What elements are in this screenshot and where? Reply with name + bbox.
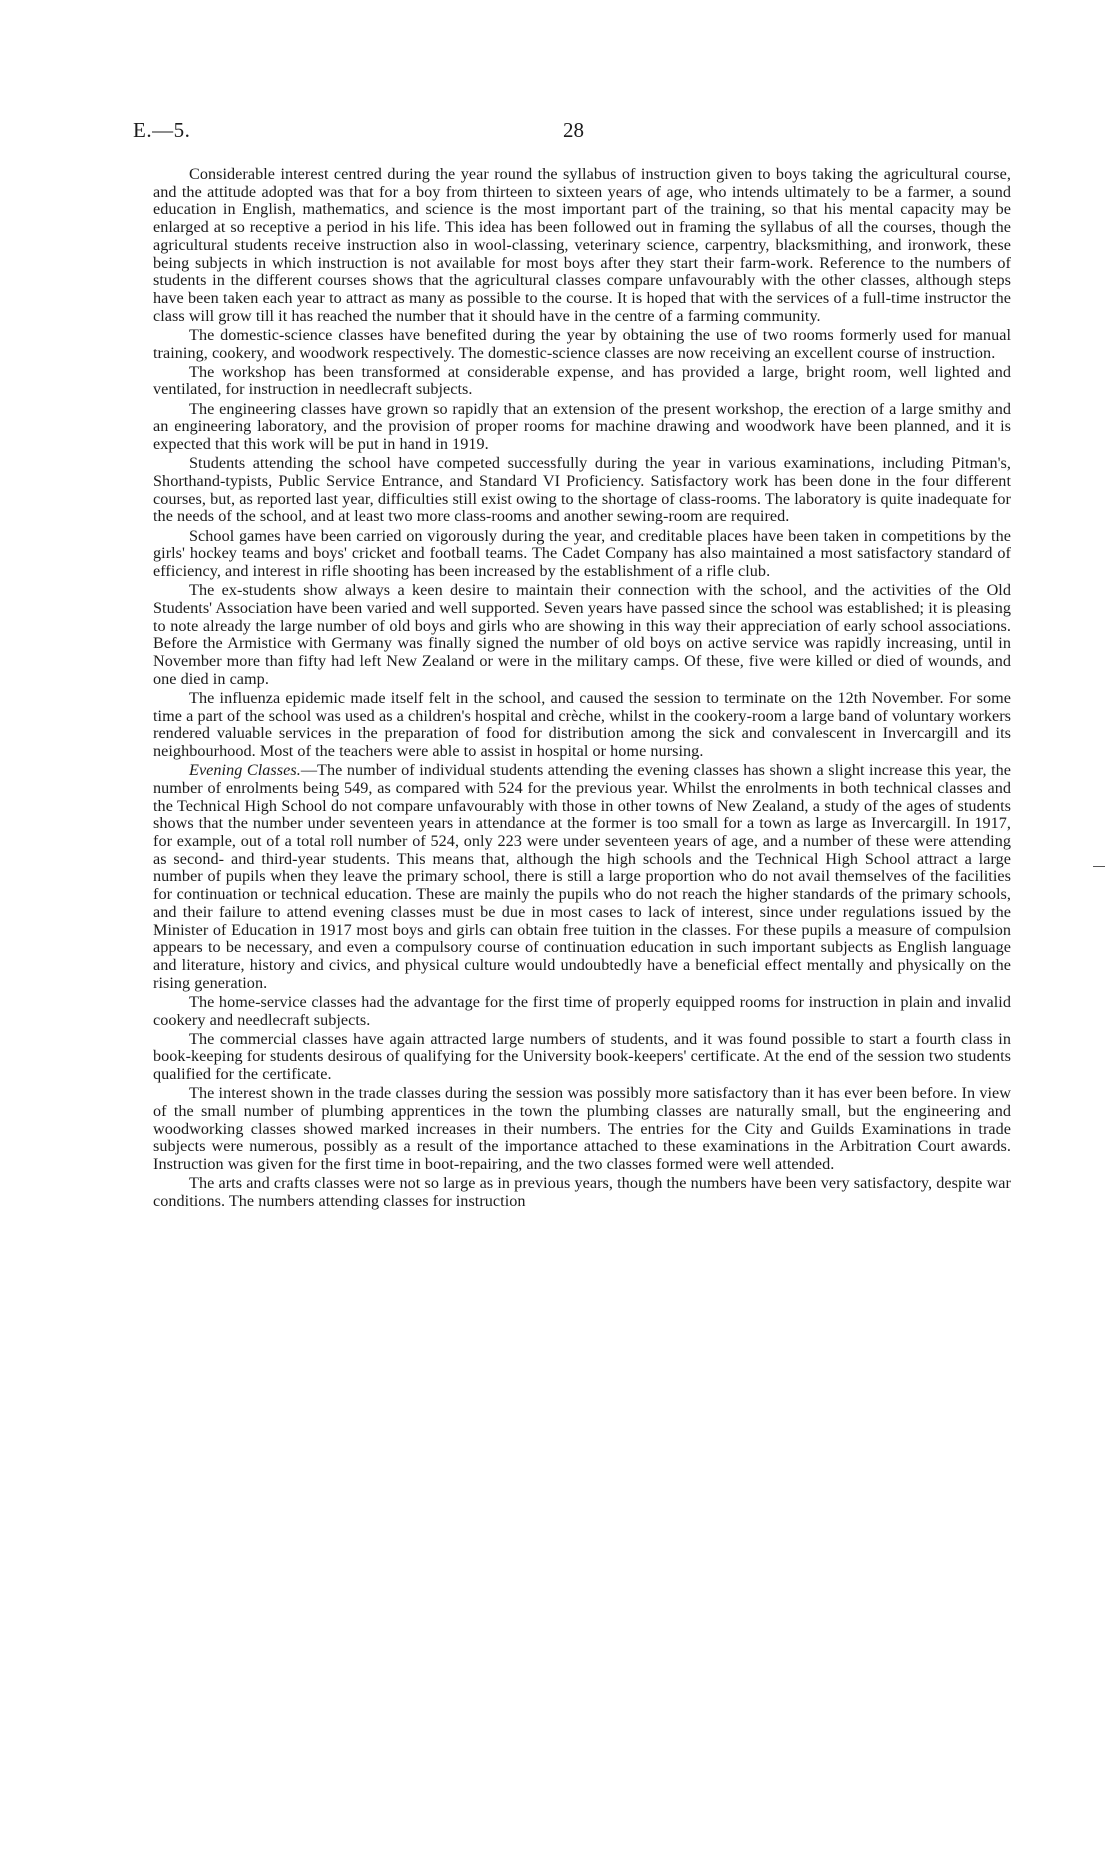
paragraph-evening-classes — [153, 762, 1011, 992]
evening-classes-heading: Evening Classes. — [189, 761, 301, 780]
margin-mark — [1093, 866, 1105, 867]
page-header — [133, 118, 1013, 152]
document-reference: E.—5. — [133, 118, 191, 142]
evening-classes-text: —The number of individual students attending the evening classes has shown a slight increase this year, the number of enrolments being 549, as compared with 524 for the previous year. Whilst the enrolments in both technical classes and the Technical High School do not compare unfavourably with those in other towns of New Zealand, a study of the ages of students shows that the number under seventeen years in attendance at the former is too small for a town as large as Invercargill. In 1917, for example, out of a total roll number of 524, only 223 were under seventeen years of age, and a number of these were attending as second- and third-year students. This means that, although the high schools and the Technical High School attract a large number of pupils when they leave the primary school, there is still a large proportion who do not avail themselves of the facilities for continuation or technical education. These are mainly the pupils who do not reach the higher standards of the primary schools, and their failure to attend evening classes must be due in most cases to lack of interest, since under regulations issued by the Minister of Education in 1917 most boys and girls can obtain free tuition in the classes. For these pupils a measure of compulsion appears to be necessary, and even a compulsory course of continuation education in such important subjects as English language and literature, history and civics, and physical culture would undoubtedly have a beneficial effect mentally and physically on the rising generation. — [153, 761, 1011, 992]
paragraph-trade-classes: The interest shown in the trade classes during the session was possibly more satisfactory than it has ever been before. In view of the small number of plumbing apprentices in the town the plumbing classes are naturally small, but the engineering and woodworking classes showed marked increases in their numbers. The entries for the City and Guilds Examinations in trade subjects were numerous, possibly as a result of the importance attached to these examinations in the Arbitration Court awards. Instruction was given for the first time in boot-repairing, and the two classes formed were well attended. — [153, 1084, 1011, 1174]
body-text — [153, 166, 1011, 1212]
paragraph-engineering-classes: The engineering classes have grown so rapidly that an extension of the present workshop, the erection of a large smithy and an engineering laboratory, and the provision of proper rooms for machine drawing and woodwork have been planned, and it is expected that this work will be put in hand in 1919. — [153, 399, 1011, 454]
paragraph-influenza-epidemic: The influenza epidemic made itself felt in the school, and caused the session to terminate on the 12th November. For some time a part of the school was used as a children's hospital and crèche, whilst in the cookery-room a large band of voluntary workers rendered valuable services in the preparation of food for distribution among the sick and convalescent in Invercargill and its neighbourhood. Most of the teachers were able to assist in hospital or home nursing. — [153, 688, 1011, 760]
paragraph-home-service: The home-service classes had the advantage for the first time of properly equipped rooms for instruction in plain and invalid cookery and needlecraft subjects. — [153, 992, 1011, 1029]
paragraph-commercial-classes: The commercial classes have again attracted large numbers of students, and it was found possible to start a fourth class in book-keeping for students desirous of qualifying for the University book-keepers' certificate. At the end of the session two students qualified for the certificate. — [153, 1029, 1011, 1084]
paragraph-workshop: The workshop has been transformed at considerable expense, and has provided a large, bright room, well lighted and ventilated, for instruction in needlecraft subjects. — [153, 362, 1011, 399]
paragraph-ex-students: The ex-students show always a keen desire to maintain their connection with the school, and the activities of the Old Students' Association have been varied and well supported. Seven years have passed since the school was established; it is pleasing to note already the large number of old boys and girls who are showing in this way their appreciation of early school associations. Before the Armistice with Germany was finally signed the number of old boys on active service was rapidly increasing, until in November more than fifty had left New Zealand or were in the military camps. Of these, five were killed or died of wounds, and one died in camp. — [153, 581, 1011, 688]
paragraph-arts-and-crafts: The arts and crafts classes were not so large as in previous years, though the numbers have been very satisfactory, despite war conditions. The numbers attending classes for instruction — [153, 1174, 1011, 1211]
page-number: 28 — [563, 118, 584, 142]
paragraph-agricultural-course: Considerable interest centred during the year round the syllabus of instruction given to boys taking the agricultural course, and the attitude adopted was that for a boy from thirteen to sixteen years of age, who intends ultimately to be a farmer, a sound education in English, mathematics, and science is the most important part of the training, so that his mental capacity may be enlarged at so receptive a period in his life. This idea has been followed out in framing the syllabus of all the courses, though the agricultural students receive instruction also in wool-classing, veterinary science, carpentry, blacksmithing, and ironwork, these being subjects in which instruction is not available for most boys after they start their farm-work. Reference to the numbers of students in the different courses shows that the agricultural classes compare unfavourably with the other classes, although steps have been taken each year to attract as many as possible to the course. It is hoped that with the services of a full-time instructor the class will grow till it has reached the number that it should have in the centre of a farming community. — [153, 165, 1011, 325]
paragraph-examinations: Students attending the school have competed successfully during the year in various examinations, including Pitman's, Shorthand-typists, Public Service Entrance, and Standard VI Proficiency. Satisfactory work has been done in the four different courses, but, as reported last year, difficulties still exist owing to the shortage of class-rooms. The laboratory is quite inadequate for the needs of the school, and at least two more class-rooms and another sewing-room are required. — [153, 454, 1011, 526]
paragraph-school-games: School games have been carried on vigorously during the year, and creditable places have been taken in competitions by the girls' hockey teams and boys' cricket and football teams. The Cadet Company has also maintained a most satisfactory standard of efficiency, and interest in rifle shooting has been increased by the establishment of a rifle club. — [153, 526, 1011, 580]
paragraph-domestic-science: The domestic-science classes have benefited during the year by obtaining the use of two rooms formerly used for manual training, cookery, and woodwork respectively. The domestic-science classes are now receiving an excellent course of instruction. — [153, 325, 1011, 362]
